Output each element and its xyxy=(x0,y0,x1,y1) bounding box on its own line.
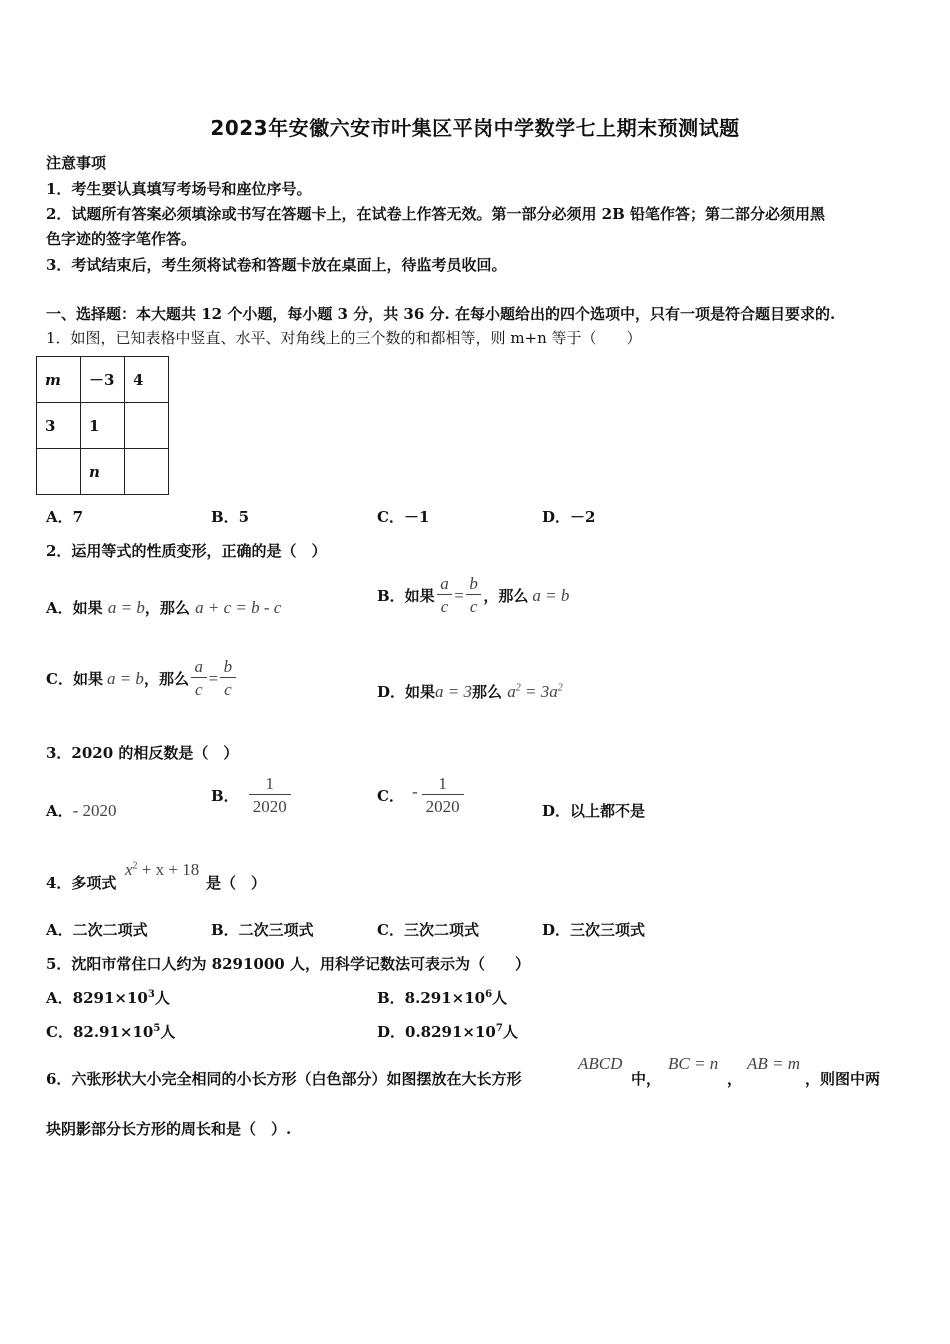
numerator: 1 xyxy=(438,774,447,793)
numerator: 1 xyxy=(265,774,274,793)
cell xyxy=(125,403,169,449)
q4-option-b: B．二次三项式 xyxy=(211,921,314,939)
q6-math-bc: BC = n xyxy=(668,1054,719,1073)
label: C．82.91×10 xyxy=(46,1023,154,1041)
q3-option-b xyxy=(211,774,293,817)
rest: + x + 18 xyxy=(137,860,200,879)
notice-heading: 注意事项 xyxy=(46,154,107,172)
exponent: 7 xyxy=(495,1023,503,1034)
fraction xyxy=(249,774,291,817)
unit: 人 xyxy=(492,989,508,1007)
q2-option-b xyxy=(377,574,569,617)
math: a = b xyxy=(107,598,145,617)
unit: 人 xyxy=(154,989,170,1007)
notice-item-1: 1．考生要认真填写考场号和座位序号。 xyxy=(46,180,312,198)
q2-option-d xyxy=(377,681,563,702)
label: C． xyxy=(377,787,404,805)
cell xyxy=(37,449,81,495)
exponent: 2 xyxy=(557,682,563,694)
exponent: 6 xyxy=(485,989,493,1000)
fraction xyxy=(220,657,236,700)
cell: n xyxy=(81,449,125,495)
math: = xyxy=(454,585,464,605)
math: a = 3 xyxy=(435,682,472,701)
math: a = b xyxy=(106,668,144,688)
label: A． xyxy=(46,802,73,820)
numerator: a xyxy=(440,574,449,593)
q1-magic-square xyxy=(36,356,169,495)
denominator: c xyxy=(220,677,236,700)
q6-post: ，则图中两 xyxy=(805,1070,881,1088)
q6-stem-line-2: 块阴影部分长方形的周长和是（ ）. xyxy=(46,1120,292,1138)
exponent: 3 xyxy=(147,989,155,1000)
exponent: 5 xyxy=(153,1023,161,1034)
q4-stem-pre: 4．多项式 xyxy=(46,874,117,892)
label: D．0.8291×10 xyxy=(377,1023,496,1041)
q2-stem: 2．运用等式的性质变形，正确的是（ ） xyxy=(46,542,327,560)
rhs: = 3a xyxy=(520,682,558,701)
notice-item-2-cont: 色字迹的签字笔作答。 xyxy=(46,230,197,248)
q6-mid-1: 中， xyxy=(631,1070,662,1088)
math: = xyxy=(208,668,219,688)
denominator: c xyxy=(191,677,207,700)
q4-option-d: D．三次三项式 xyxy=(542,921,646,939)
cell: 4 xyxy=(125,357,169,403)
q6-math-ab: AB = m xyxy=(747,1054,801,1073)
numerator: b xyxy=(223,657,233,676)
numerator: a xyxy=(194,657,203,676)
unit: 人 xyxy=(502,1023,518,1041)
q6-math-abcd: ABCD xyxy=(578,1054,623,1073)
q6-mid-2: ， xyxy=(727,1070,743,1088)
fraction xyxy=(422,774,464,817)
q3-stem: 3．2020 的相反数是（ ） xyxy=(46,744,239,762)
q4-expression xyxy=(125,860,199,880)
label: ，那么 xyxy=(483,587,529,605)
cell: 1 xyxy=(81,403,125,449)
q5-option-c xyxy=(46,1021,175,1042)
cell: 3 xyxy=(37,403,81,449)
label: B．8.291×10 xyxy=(377,989,486,1007)
math: a + c = b - c xyxy=(195,598,282,617)
fraction xyxy=(437,574,453,617)
label: 那么 xyxy=(472,683,503,701)
denominator: c xyxy=(437,594,453,617)
notice-item-2: 2．试题所有答案必须填涂或书写在答题卡上，在试卷上作答无效。第一部分必须用 2B 铅笔作答；第二部分必须用黑 xyxy=(46,205,826,223)
denominator: 2020 xyxy=(422,794,464,817)
q3-option-c xyxy=(377,774,466,817)
exponent: 2 xyxy=(132,860,138,872)
denominator: c xyxy=(466,594,482,617)
label: ，那么 xyxy=(144,599,190,617)
q4-option-c: C．三次二项式 xyxy=(377,921,479,939)
q5-option-a xyxy=(46,987,170,1008)
label: A．如果 xyxy=(46,599,103,617)
fraction xyxy=(191,657,207,700)
math: - xyxy=(411,781,418,801)
notice-item-3: 3．考试结束后，考生须将试卷和答题卡放在桌面上，待监考员收回。 xyxy=(46,256,507,274)
numerator: b xyxy=(469,574,478,593)
page-title: 2023年安徽六安市叶集区平岗中学数学七上期末预测试题 xyxy=(210,116,740,140)
label: ，那么 xyxy=(143,670,189,688)
exponent: 2 xyxy=(515,682,521,694)
q4-stem-post: 是（ ） xyxy=(206,874,267,892)
math xyxy=(507,682,562,701)
math: a = b xyxy=(532,585,570,605)
denominator: 2020 xyxy=(249,794,291,817)
math: - 2020 xyxy=(72,801,117,820)
q1-option-d: D．－2 xyxy=(542,508,596,526)
q1-option-c: C．－1 xyxy=(377,508,430,526)
q1-stem: 1．如图，已知表格中竖直、水平、对角线上的三个数的和都相等，则 m+n 等于（ ） xyxy=(46,329,642,347)
q2-option-a xyxy=(46,597,281,618)
q4-option-a: A．二次二项式 xyxy=(46,921,148,939)
label: A．8291×10 xyxy=(46,989,148,1007)
variable: x xyxy=(125,860,133,879)
q1-option-a: A．7 xyxy=(46,508,84,526)
cell: －3 xyxy=(81,357,125,403)
base: a xyxy=(507,682,516,701)
section-heading: 一、选择题：本大题共 12 个小题，每小题 3 分，共 36 分. 在每小题给出的四个选项中，只有一项是符合题目要求的. xyxy=(46,305,836,323)
q5-option-b xyxy=(377,987,507,1008)
q3-option-a xyxy=(46,800,117,821)
q5-option-d xyxy=(377,1021,518,1042)
label: D．如果 xyxy=(377,683,436,701)
q3-option-d: D．以上都不是 xyxy=(542,802,646,820)
q5-stem: 5．沈阳市常住口人约为 8291000 人，用科学记数法可表示为（ ） xyxy=(46,955,530,973)
fraction xyxy=(466,574,482,617)
unit: 人 xyxy=(160,1023,176,1041)
cell: m xyxy=(37,357,81,403)
label: B．如果 xyxy=(377,587,435,605)
cell xyxy=(125,449,169,495)
q2-option-c xyxy=(46,657,238,700)
q1-option-b: B．5 xyxy=(211,508,250,526)
label: B． xyxy=(211,787,239,805)
label: C．如果 xyxy=(46,670,103,688)
q6-stem-pre: 6．六张形状大小完全相同的小长方形（白色部分）如图摆放在大长方形 xyxy=(46,1070,522,1088)
